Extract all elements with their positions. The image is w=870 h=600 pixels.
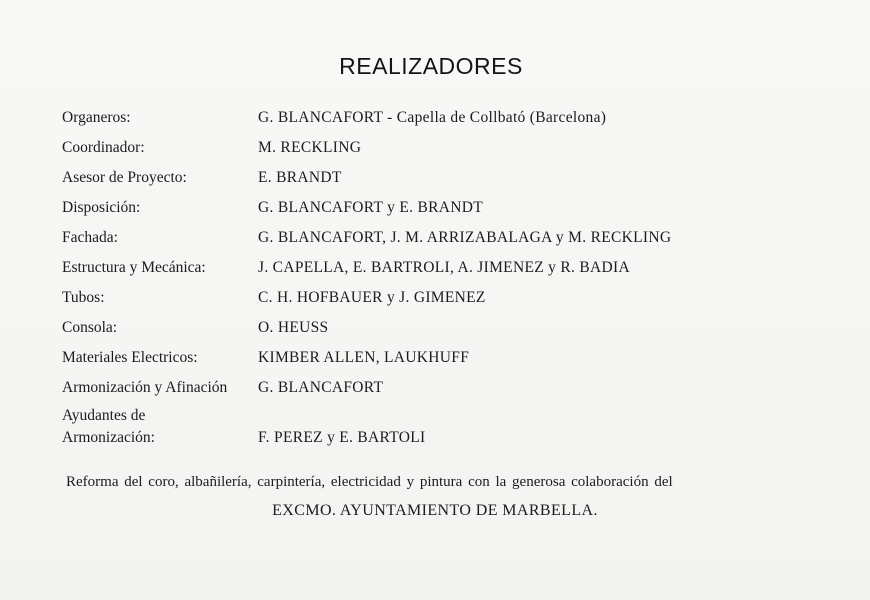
credit-role: Tubos: xyxy=(62,289,105,306)
footer-council: EXCMO. AYUNTAMIENTO DE MARBELLA. xyxy=(272,502,598,519)
credit-role: Fachada: xyxy=(62,229,118,246)
credit-row-disposicion xyxy=(62,193,822,223)
credit-row-coordinador xyxy=(62,133,822,163)
credit-row-fachada xyxy=(62,223,822,253)
credit-role: Disposición: xyxy=(62,199,141,216)
credit-row-consola xyxy=(62,313,822,343)
credit-role: Asesor de Proyecto: xyxy=(62,169,187,186)
credit-names: J. CAPELLA, E. BARTROLI, A. JIMENEZ y R. BADIA xyxy=(258,259,630,276)
credit-role-line: Armonización: xyxy=(62,429,155,446)
credit-names: G. BLANCAFORT - Capella de Collbató (Barcelona) xyxy=(258,109,607,126)
credit-names: G. BLANCAFORT xyxy=(258,379,384,396)
credit-names: G. BLANCAFORT y E. BRANDT xyxy=(258,199,484,216)
footer-note: Reforma del coro, albañilería, carpintería, electricidad y pintura con la generosa colaboración del xyxy=(66,474,673,490)
credit-role: Coordinador: xyxy=(62,139,145,156)
credit-role xyxy=(62,405,155,449)
credit-names: M. RECKLING xyxy=(258,139,362,156)
credit-role-line: Ayudantes de xyxy=(62,407,146,424)
credit-row-asesor xyxy=(62,163,822,193)
credit-role: Consola: xyxy=(62,319,118,336)
credit-row-tubos xyxy=(62,283,822,313)
credit-role: Materiales Electricos: xyxy=(62,349,198,366)
credit-row-armonizacion xyxy=(62,373,822,403)
credit-role: Estructura y Mecánica: xyxy=(62,259,206,276)
page-title: REALIZADORES xyxy=(339,53,523,79)
credit-row-estructura xyxy=(62,253,822,283)
credit-names: F. PEREZ y E. BARTOLI xyxy=(258,429,426,446)
credit-names: C. H. HOFBAUER y J. GIMENEZ xyxy=(258,289,486,306)
credit-row-ayudantes xyxy=(62,403,822,451)
credit-names: G. BLANCAFORT, J. M. ARRIZABALAGA y M. RECKLING xyxy=(258,229,672,246)
credits-list xyxy=(62,103,822,451)
credit-row-organeros xyxy=(62,103,822,133)
credit-row-materiales xyxy=(62,343,822,373)
credit-names: E. BRANDT xyxy=(258,169,342,186)
credit-role: Organeros: xyxy=(62,109,131,126)
credit-names: KIMBER ALLEN, LAUKHUFF xyxy=(258,349,470,366)
credit-role: Armonización y Afinación xyxy=(62,379,228,396)
credit-names: O. HEUSS xyxy=(258,319,329,336)
